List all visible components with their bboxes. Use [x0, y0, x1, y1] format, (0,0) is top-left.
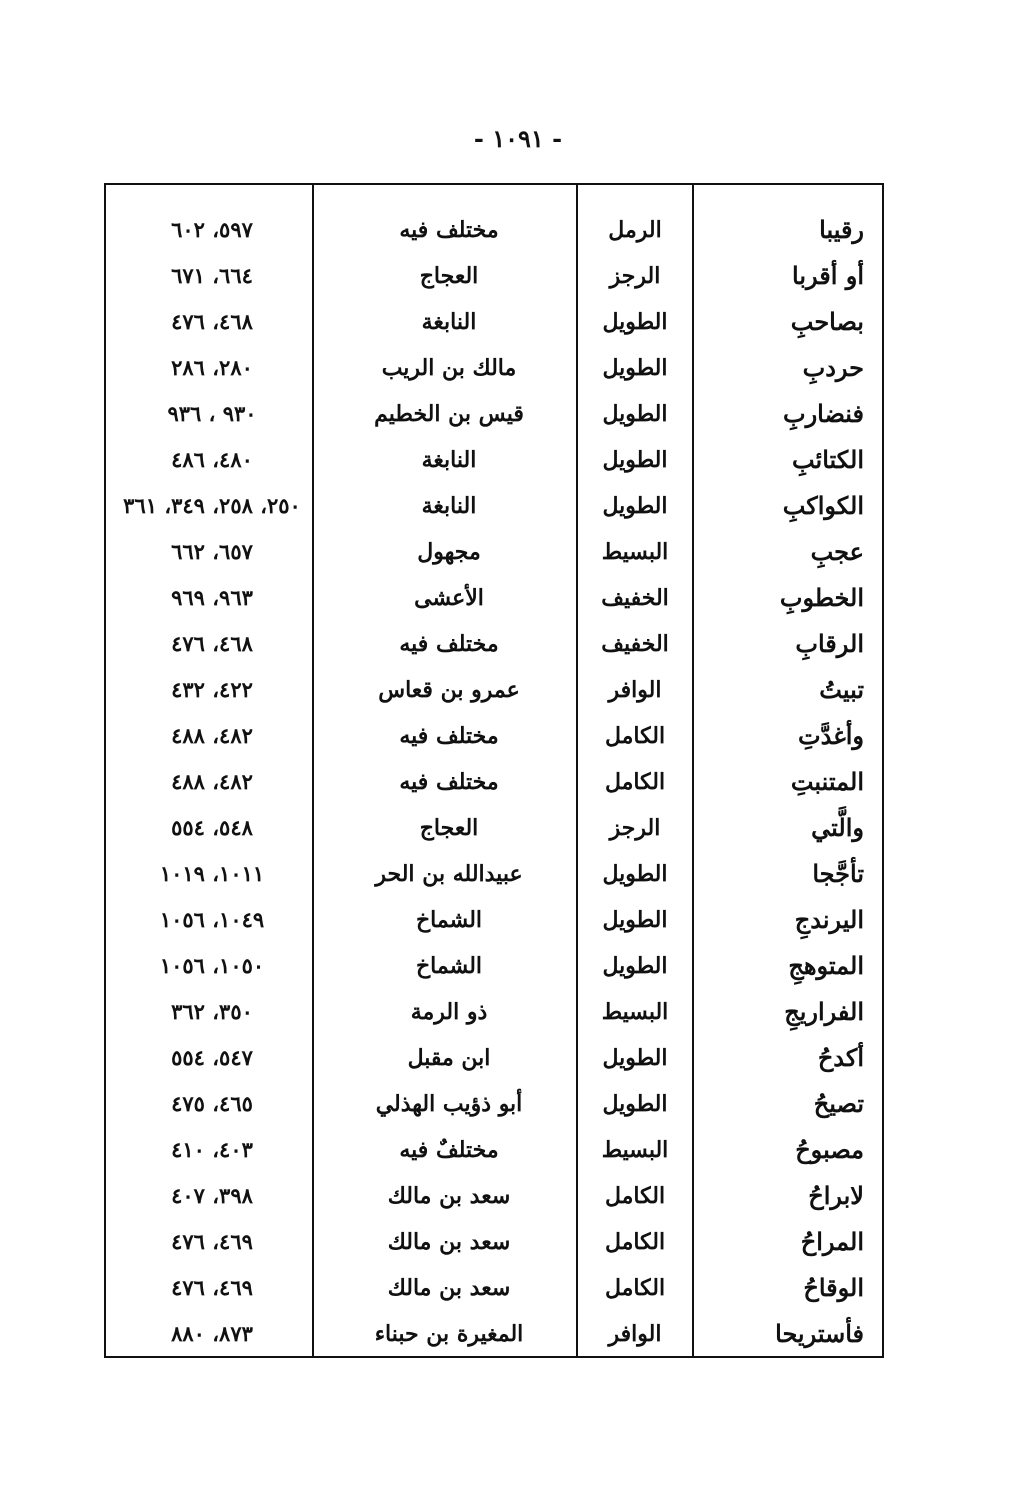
table-row: [106, 851, 882, 897]
poet-cell: العجاج: [419, 263, 479, 289]
poet-cell: سعد بن مالك: [387, 1229, 511, 1255]
meter-cell: الوافر: [608, 1321, 662, 1347]
meter-cell: الخفيف: [601, 585, 669, 611]
table-row: [106, 299, 882, 345]
poet-cell: مختلف فيه: [399, 723, 499, 749]
poet-cell: سعد بن مالك: [387, 1275, 511, 1301]
rhyme-cell: الكتائبِ: [791, 445, 864, 474]
poet-cell: مختلفٌ فيه: [399, 1137, 499, 1163]
pages-cell: ٥٩٧، ٦٠٢: [171, 217, 253, 242]
pages-cell: ٢٥٠، ٢٥٨، ٣٤٩، ٣٦١: [123, 493, 301, 518]
meter-cell: الكامل: [604, 769, 666, 795]
rhyme-cell: الفراريجِ: [784, 997, 864, 1026]
poet-cell: مالك بن الريب: [381, 355, 517, 381]
poet-cell: ذو الرمة: [410, 999, 488, 1025]
page-number: - ١٠٩١ -: [473, 124, 563, 153]
table-row: [106, 1173, 882, 1219]
pages-cell: ٨٧٣، ٨٨٠: [171, 1321, 253, 1346]
pages-cell: ٦٥٧، ٦٦٢: [171, 539, 253, 564]
table-row: [106, 667, 882, 713]
table-row: [106, 897, 882, 943]
meter-cell: الطويل: [602, 309, 668, 335]
poet-cell: النابغة: [421, 309, 477, 335]
pages-cell: ٩٦٣، ٩٦٩: [171, 585, 253, 610]
pages-cell: ٩٣٠ ، ٩٣٦: [167, 401, 257, 426]
meter-cell: الطويل: [602, 355, 668, 381]
rhyme-cell: اليرندجِ: [794, 905, 864, 934]
table-row: [106, 575, 882, 621]
poet-cell: مختلف فيه: [399, 769, 499, 795]
poet-cell: النابغة: [421, 493, 477, 519]
rhyme-cell: أكدحُ: [817, 1043, 864, 1072]
rhyme-cell: المراحُ: [800, 1227, 864, 1256]
table-row: [106, 345, 882, 391]
pages-cell: ١٠٤٩، ١٠٥٦: [159, 907, 265, 932]
table-row: [106, 713, 882, 759]
rhyme-cell: أو أقربا: [792, 261, 864, 290]
poet-cell: مختلف فيه: [399, 631, 499, 657]
meter-cell: الطويل: [602, 953, 668, 979]
rhyme-cell: لابراحُ: [808, 1181, 864, 1210]
meter-cell: الطويل: [602, 447, 668, 473]
pages-cell: ١٠١١، ١٠١٩: [159, 861, 265, 886]
poet-cell: مختلف فيه: [399, 217, 499, 243]
poet-cell: أبو ذؤيب الهذلي: [375, 1091, 523, 1117]
table-row: [106, 391, 882, 437]
meter-cell: الطويل: [602, 1091, 668, 1117]
pages-cell: ٤٠٣، ٤١٠: [171, 1137, 253, 1162]
poet-cell: عمرو بن قعاس: [378, 677, 520, 703]
rhyme-cell: المتنبتِ: [790, 767, 864, 796]
pages-cell: ٤٦٩، ٤٧٦: [171, 1229, 253, 1254]
table-row: [106, 989, 882, 1035]
pages-cell: ٣٥٠، ٣٦٢: [171, 999, 253, 1024]
meter-cell: الطويل: [602, 907, 668, 933]
poet-cell: الأعشى: [414, 585, 484, 611]
pages-cell: ٦٦٤، ٦٧١: [171, 263, 253, 288]
rhyme-cell: الخطوبِ: [779, 583, 864, 612]
rhyme-cell: الكواكبِ: [782, 491, 864, 520]
pages-cell: ٣٩٨، ٤٠٧: [171, 1183, 253, 1208]
pages-cell: ٤٦٩، ٤٧٦: [171, 1275, 253, 1300]
meter-cell: الكامل: [604, 1229, 666, 1255]
table-row: [106, 759, 882, 805]
pages-cell: ٤٦٨، ٤٧٦: [171, 309, 253, 334]
pages-cell: ٤٨٢، ٤٨٨: [171, 723, 253, 748]
pages-cell: ١٠٥٠، ١٠٥٦: [159, 953, 265, 978]
rhyme-cell: الرقابِ: [795, 629, 864, 658]
table-row: [106, 805, 882, 851]
meter-cell: الطويل: [602, 1045, 668, 1071]
poet-cell: سعد بن مالك: [387, 1183, 511, 1209]
rhyme-cell: رقيبا: [819, 215, 864, 244]
rhyme-cell: فنضاربِ: [782, 399, 864, 428]
meter-cell: البسيط: [601, 999, 669, 1025]
meter-cell: البسيط: [601, 539, 669, 565]
meter-cell: الرجز: [609, 815, 661, 841]
table-row: [106, 529, 882, 575]
table-row: [106, 207, 882, 253]
poet-cell: مجهول: [417, 539, 481, 565]
poet-cell: المغيرة بن حبناء: [374, 1321, 524, 1347]
poet-cell: عبيدالله بن الحر: [375, 861, 523, 887]
pages-cell: ٤٨٠، ٤٨٦: [171, 447, 253, 472]
table-row: [106, 483, 882, 529]
poet-cell: قيس بن الخطيم: [374, 401, 524, 427]
poet-cell: العجاج: [419, 815, 479, 841]
rhyme-cell: الوقاحُ: [803, 1273, 864, 1302]
pages-cell: ٤٢٢، ٤٣٢: [171, 677, 253, 702]
poet-cell: النابغة: [421, 447, 477, 473]
verse-index-table: [104, 183, 884, 1358]
table-row: [106, 943, 882, 989]
pages-cell: ٤٨٢، ٤٨٨: [171, 769, 253, 794]
rhyme-cell: حردبِ: [802, 353, 864, 382]
rhyme-cell: المتوهجِ: [788, 951, 864, 980]
table-body: [106, 207, 882, 1357]
pages-cell: ٢٨٠، ٢٨٦: [171, 355, 253, 380]
rhyme-cell: وأغدَّتِ: [798, 721, 864, 750]
pages-cell: ٥٤٨، ٥٥٤: [171, 815, 253, 840]
rhyme-cell: تأجَّجا: [812, 859, 864, 888]
table-row: [106, 621, 882, 667]
table-row: [106, 253, 882, 299]
meter-cell: الطويل: [602, 493, 668, 519]
rhyme-cell: تبيتُ: [819, 675, 864, 704]
meter-cell: الكامل: [604, 723, 666, 749]
table-row: [106, 1219, 882, 1265]
table-row: [106, 1035, 882, 1081]
meter-cell: الكامل: [604, 1275, 666, 1301]
poet-cell: الشماخ: [415, 953, 483, 979]
table-row: [106, 1127, 882, 1173]
meter-cell: البسيط: [601, 1137, 669, 1163]
meter-cell: الكامل: [604, 1183, 666, 1209]
meter-cell: الخفيف: [601, 631, 669, 657]
poet-cell: ابن مقبل: [407, 1045, 491, 1071]
poet-cell: الشماخ: [415, 907, 483, 933]
table-row: [106, 1081, 882, 1127]
meter-cell: الطويل: [602, 861, 668, 887]
meter-cell: الطويل: [602, 401, 668, 427]
meter-cell: الرمل: [608, 217, 662, 243]
rhyme-cell: عجبِ: [810, 537, 864, 566]
rhyme-cell: والَّتي: [811, 813, 864, 842]
rhyme-cell: مصبوحُ: [795, 1135, 864, 1164]
rhyme-cell: تصيحُ: [813, 1089, 864, 1118]
pages-cell: ٥٤٧، ٥٥٤: [171, 1045, 253, 1070]
pages-cell: ٤٦٥، ٤٧٥: [171, 1091, 253, 1116]
table-row: [106, 1265, 882, 1311]
rhyme-cell: بصاحبِ: [790, 307, 864, 336]
rhyme-cell: فأستريحا: [775, 1319, 864, 1348]
meter-cell: الوافر: [608, 677, 662, 703]
meter-cell: الرجز: [609, 263, 661, 289]
table-row: [106, 1311, 882, 1357]
pages-cell: ٤٦٨، ٤٧٦: [171, 631, 253, 656]
table-row: [106, 437, 882, 483]
